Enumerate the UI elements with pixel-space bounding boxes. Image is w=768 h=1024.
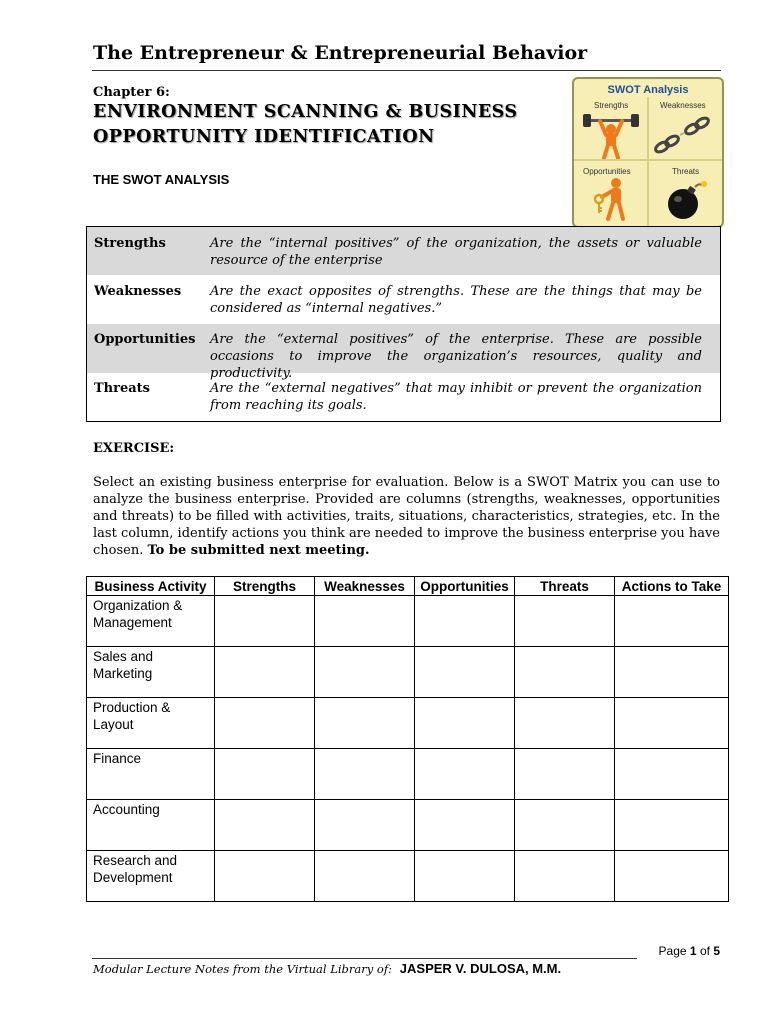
- actions-to-take-cell[interactable]: [615, 749, 729, 800]
- chapter-label: Chapter 6:: [93, 85, 170, 100]
- swot-image-title: SWOT Analysis: [607, 84, 689, 96]
- swot-definitions-table: [86, 226, 721, 422]
- weaknesses-cell[interactable]: [315, 647, 415, 698]
- exercise-instructions: [93, 474, 720, 559]
- submission-deadline: To be submitted next meeting.: [147, 543, 370, 558]
- table-row: [87, 800, 729, 851]
- table-row: [87, 596, 729, 647]
- definition-row-weaknesses: [87, 275, 720, 324]
- opportunities-cell[interactable]: [415, 647, 515, 698]
- strengths-cell[interactable]: [215, 596, 315, 647]
- threats-cell[interactable]: [515, 698, 615, 749]
- table-row: [87, 647, 729, 698]
- strengths-cell[interactable]: [215, 851, 315, 902]
- table-row: [87, 749, 729, 800]
- strengths-cell[interactable]: [215, 749, 315, 800]
- weaknesses-cell[interactable]: [315, 596, 415, 647]
- definition-row-strengths: [87, 227, 720, 275]
- strengths-cell[interactable]: [215, 647, 315, 698]
- quadrant-label-weaknesses: Weaknesses: [660, 101, 706, 110]
- title-divider: [92, 70, 721, 71]
- weaknesses-cell[interactable]: [315, 749, 415, 800]
- definition-text: Are the “external positives” of the enterprise. These are possible occasions to improve the organization’s resources, quality and productivity.: [210, 332, 702, 381]
- footer-credit: [93, 961, 561, 976]
- column-header-opportunities: Opportunities: [415, 577, 515, 596]
- opportunities-cell[interactable]: [415, 749, 515, 800]
- bomb-icon: [664, 179, 710, 221]
- business-activity-cell: Production & Layout: [87, 698, 215, 749]
- swot-analysis-image: [572, 77, 724, 228]
- definition-term: Strengths: [94, 236, 166, 251]
- threats-cell[interactable]: [515, 851, 615, 902]
- footer-author: JASPER V. DULOSA, M.M.: [399, 961, 562, 976]
- footer-credit-label: Modular Lecture Notes from the Virtual Library of:: [93, 962, 392, 976]
- opportunities-cell[interactable]: [415, 698, 515, 749]
- column-header-strengths: Strengths: [215, 577, 315, 596]
- table-row: [87, 851, 729, 902]
- actions-to-take-cell[interactable]: [615, 851, 729, 902]
- chapter-heading-line-1: ENVIRONMENT SCANNING & BUSINESS: [93, 102, 518, 122]
- strengths-cell[interactable]: [215, 698, 315, 749]
- document-title: The Entrepreneur & Entrepreneurial Behavior: [93, 42, 588, 64]
- business-activity-cell: Research and Development: [87, 851, 215, 902]
- threats-cell[interactable]: [515, 800, 615, 851]
- definition-text: Are the exact opposites of strengths. These are the things that may be considered as “internal negatives.”: [210, 284, 702, 316]
- chapter-heading: [93, 100, 563, 150]
- threats-cell[interactable]: [515, 596, 615, 647]
- figure-with-key-icon: [590, 177, 636, 223]
- definition-text: Are the “internal positives” of the organization, the assets or valuable resource of the enterprise: [210, 236, 702, 268]
- broken-chain-icon: [652, 113, 714, 157]
- column-header-actions-to-take: Actions to Take: [615, 577, 729, 596]
- actions-to-take-cell[interactable]: [615, 647, 729, 698]
- actions-to-take-cell[interactable]: [615, 698, 729, 749]
- quadrant-label-strengths: Strengths: [594, 101, 629, 110]
- table-row: [87, 698, 729, 749]
- definition-text: Are the “external negatives” that may inhibit or prevent the organization from reaching its goals.: [210, 381, 702, 413]
- quadrant-label-opportunities: Opportunities: [583, 167, 631, 176]
- page-number: Page 1 of 5: [658, 944, 720, 958]
- actions-to-take-cell[interactable]: [615, 596, 729, 647]
- strengths-cell[interactable]: [215, 800, 315, 851]
- opportunities-cell[interactable]: [415, 800, 515, 851]
- definition-row-opportunities: [87, 324, 720, 381]
- exercise-label: EXERCISE:: [93, 441, 175, 456]
- definition-term: Opportunities: [94, 332, 196, 347]
- business-activity-cell: Finance: [87, 749, 215, 800]
- column-header-business-activity: Business Activity: [87, 577, 215, 596]
- business-activity-cell: Organization & Management: [87, 596, 215, 647]
- opportunities-cell[interactable]: [415, 851, 515, 902]
- section-heading: THE SWOT ANALYSIS: [93, 172, 230, 187]
- swot-matrix-table: [86, 576, 729, 902]
- chapter-heading-line-2: OPPORTUNITY IDENTIFICATION: [93, 127, 435, 147]
- business-activity-cell: Accounting: [87, 800, 215, 851]
- exercise-instructions-text: Select an existing business enterprise for evaluation. Below is a SWOT Matrix you can use to analyze the business enterprise. Provided are columns (strengths, weaknesses, opportunities and threats) to be filled with activities, traits, situations, characteristics, strategies, etc. In the last column, identify actions you think are needed to improve the business enterprise you have chosen.: [93, 475, 720, 558]
- threats-cell[interactable]: [515, 749, 615, 800]
- business-activity-cell: Sales and Marketing: [87, 647, 215, 698]
- threats-cell[interactable]: [515, 647, 615, 698]
- opportunities-cell[interactable]: [415, 596, 515, 647]
- weightlifter-icon: [582, 113, 640, 159]
- definition-row-threats: [87, 373, 720, 421]
- weaknesses-cell[interactable]: [315, 851, 415, 902]
- matrix-header-row: [87, 577, 729, 596]
- quadrant-label-threats: Threats: [672, 167, 700, 176]
- actions-to-take-cell[interactable]: [615, 800, 729, 851]
- definition-term: Threats: [94, 381, 150, 396]
- definition-term: Weaknesses: [94, 284, 182, 299]
- column-header-threats: Threats: [515, 577, 615, 596]
- column-header-weaknesses: Weaknesses: [315, 577, 415, 596]
- footer-divider: [92, 958, 637, 959]
- weaknesses-cell[interactable]: [315, 698, 415, 749]
- weaknesses-cell[interactable]: [315, 800, 415, 851]
